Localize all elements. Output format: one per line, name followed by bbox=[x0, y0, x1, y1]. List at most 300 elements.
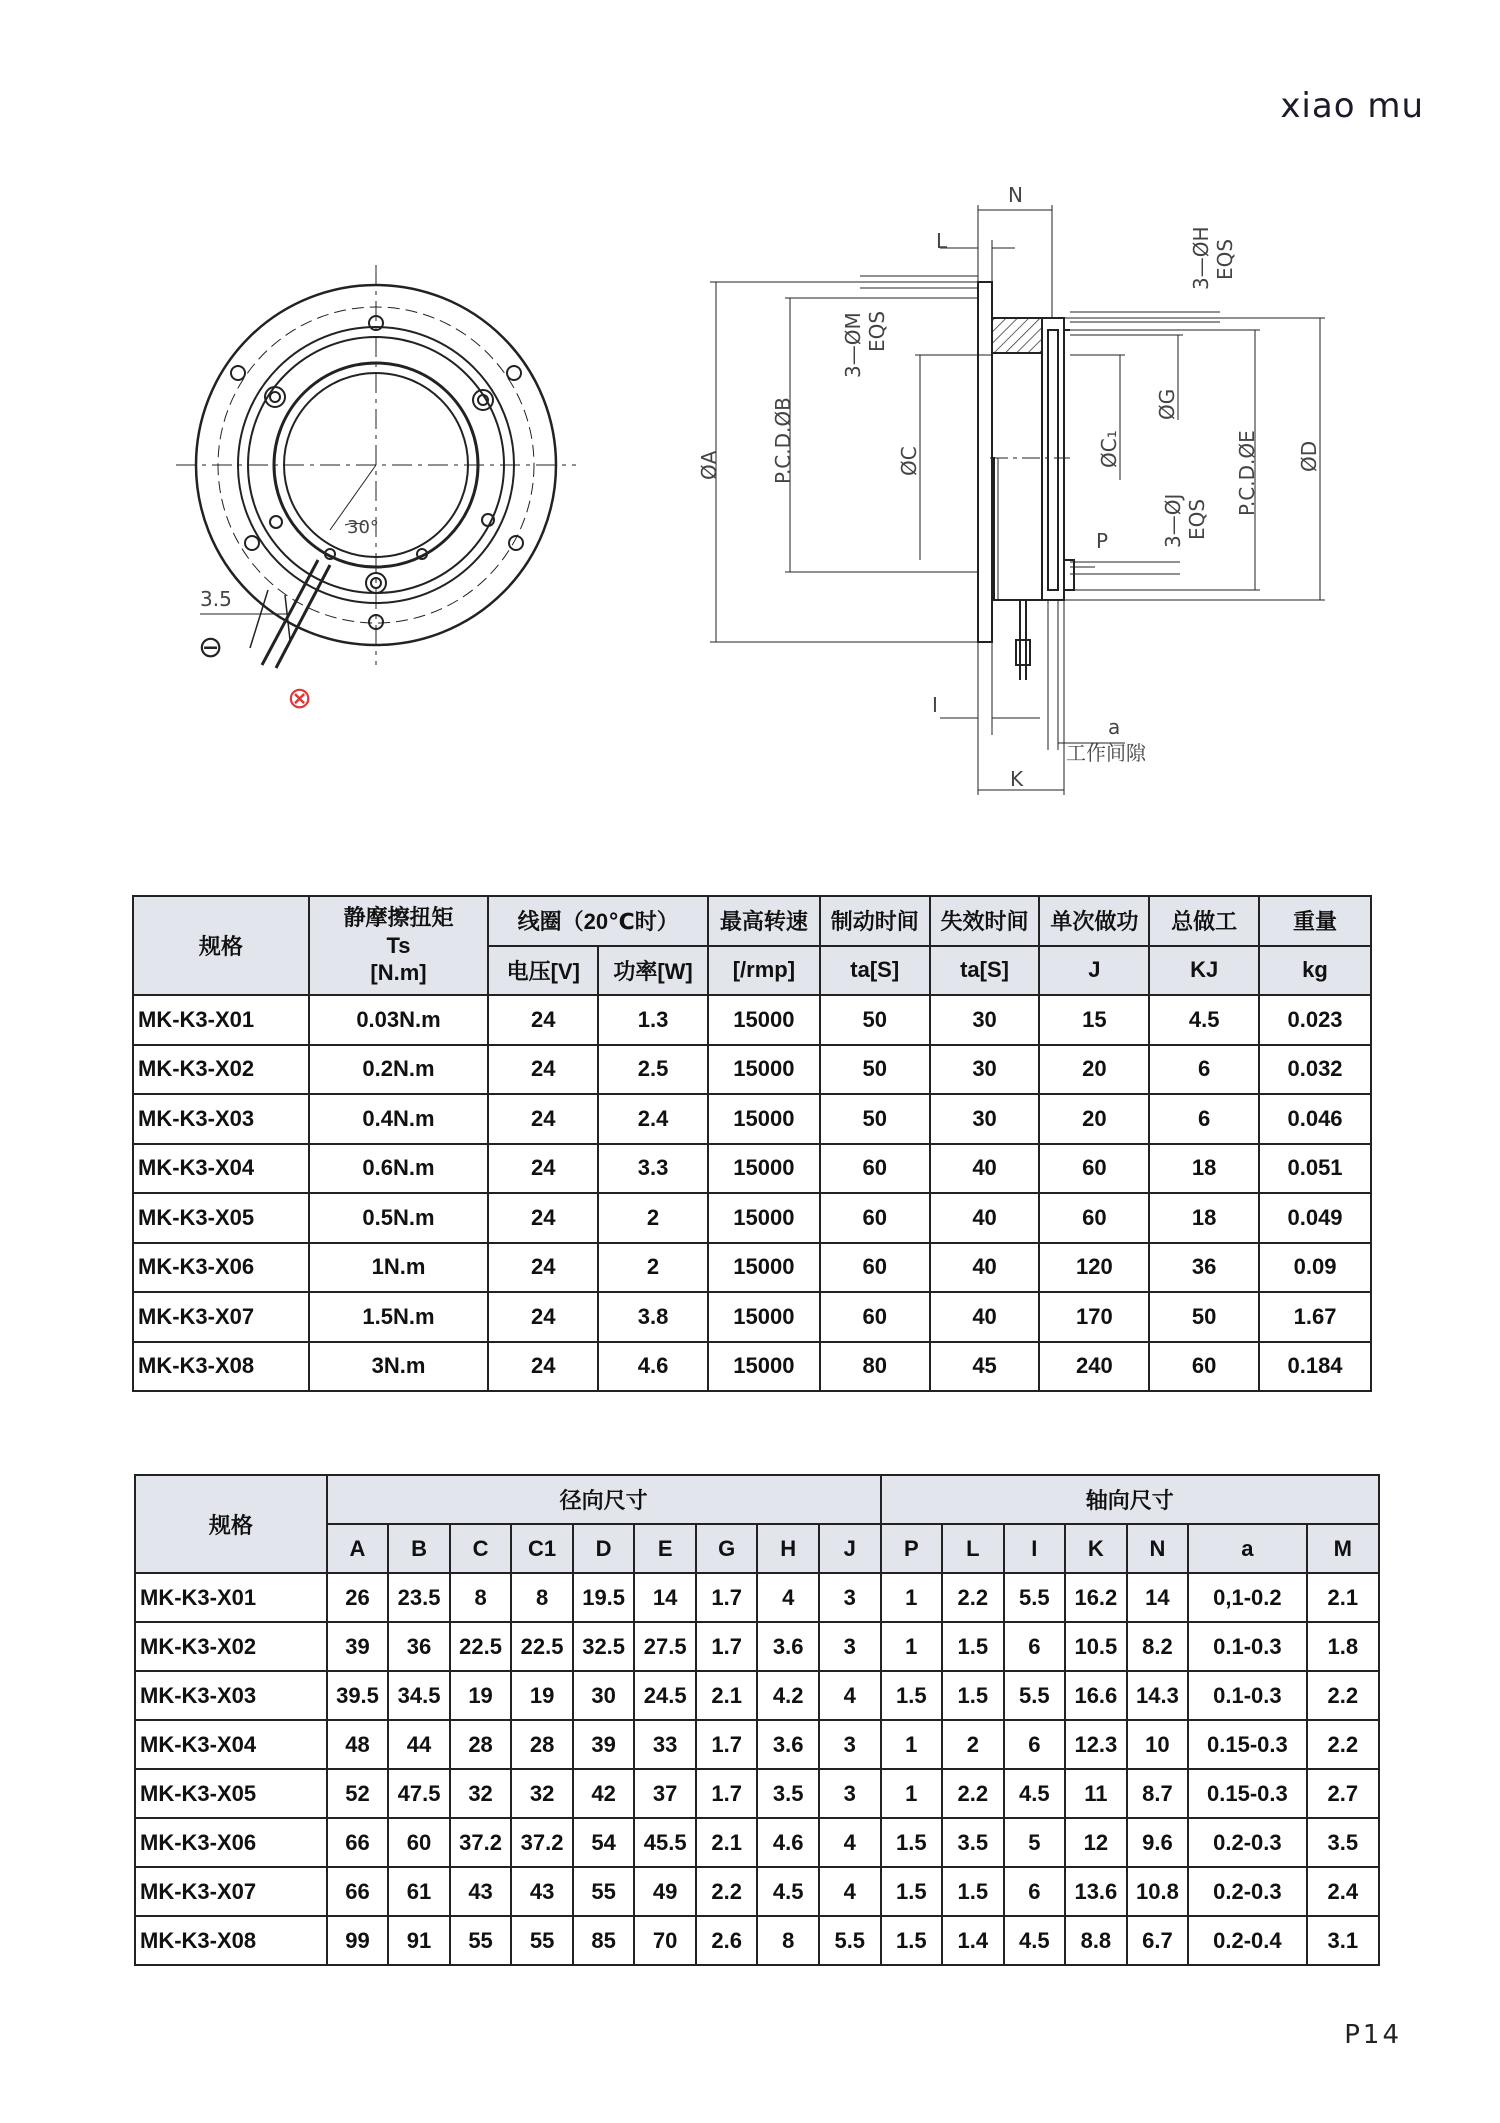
table-cell: 44 bbox=[388, 1720, 450, 1769]
table-cell: 1.5 bbox=[881, 1818, 943, 1867]
table-cell: 5 bbox=[1004, 1818, 1066, 1867]
table-cell: 2.7 bbox=[1307, 1769, 1379, 1818]
dim-M-label: 3—ØM bbox=[841, 312, 865, 378]
table-cell: 24 bbox=[488, 1292, 598, 1342]
table-cell: 27.5 bbox=[634, 1622, 696, 1671]
table-cell: 1.5 bbox=[942, 1671, 1004, 1720]
table-cell: 1.5 bbox=[942, 1867, 1004, 1916]
dim-I-label: I bbox=[932, 693, 938, 717]
table-cell: 39.5 bbox=[327, 1671, 389, 1720]
table-cell: 8.8 bbox=[1065, 1916, 1127, 1965]
table-cell: 0.2-0.3 bbox=[1188, 1867, 1306, 1916]
header-total-work: 总做工 bbox=[1149, 896, 1259, 946]
header-torque-unit: [N.m] bbox=[370, 960, 427, 986]
table-cell: 40 bbox=[930, 1292, 1040, 1342]
table-cell: 4 bbox=[819, 1671, 881, 1720]
table-cell: 36 bbox=[1149, 1243, 1259, 1293]
table-cell: 2.1 bbox=[696, 1671, 758, 1720]
header-radial-col: B bbox=[388, 1524, 450, 1573]
header-radial: 径向尺寸 bbox=[327, 1475, 881, 1524]
table-cell: 3.3 bbox=[598, 1144, 708, 1194]
table-cell: 18 bbox=[1149, 1144, 1259, 1194]
table-cell: 22.5 bbox=[450, 1622, 512, 1671]
table-cell: 9.6 bbox=[1127, 1818, 1189, 1867]
table-cell: 3.6 bbox=[757, 1720, 819, 1769]
dim-G-label: ØG bbox=[1155, 388, 1179, 420]
header-axial-col: L bbox=[942, 1524, 1004, 1573]
table-cell: 80 bbox=[820, 1342, 930, 1392]
table-cell: 20 bbox=[1039, 1094, 1149, 1144]
table-cell: 240 bbox=[1039, 1342, 1149, 1392]
table-cell: 0.6N.m bbox=[309, 1144, 489, 1194]
header-brake-time-unit: ta[S] bbox=[820, 946, 930, 996]
table-cell: 50 bbox=[820, 1094, 930, 1144]
table-cell: 33 bbox=[634, 1720, 696, 1769]
table-cell: 4.5 bbox=[1149, 995, 1259, 1045]
dim-A-label: ØA bbox=[697, 450, 721, 480]
header-axial-col: M bbox=[1307, 1524, 1379, 1573]
dim-H-label: 3—ØH bbox=[1189, 226, 1213, 290]
table-cell: 10.8 bbox=[1127, 1867, 1189, 1916]
table-cell: 43 bbox=[450, 1867, 512, 1916]
header-release-time: 失效时间 bbox=[930, 896, 1040, 946]
table-cell: 1.5 bbox=[881, 1671, 943, 1720]
table-cell: 2.6 bbox=[696, 1916, 758, 1965]
row-spec-cell: MK-K3-X02 bbox=[135, 1622, 327, 1671]
table-cell: 0.1-0.3 bbox=[1188, 1622, 1306, 1671]
table-cell: 3.6 bbox=[757, 1622, 819, 1671]
row-spec-cell: MK-K3-X05 bbox=[133, 1193, 309, 1243]
row-spec-cell: MK-K3-X02 bbox=[133, 1045, 309, 1095]
table-cell: 6 bbox=[1004, 1622, 1066, 1671]
table-cell: 2.2 bbox=[696, 1867, 758, 1916]
header-release-time-unit: ta[S] bbox=[930, 946, 1040, 996]
side-view bbox=[710, 205, 1325, 795]
table-cell: 24 bbox=[488, 1144, 598, 1194]
dim-P-label: P bbox=[1096, 529, 1109, 553]
header-radial-col: G bbox=[696, 1524, 758, 1573]
table-cell: 30 bbox=[930, 1094, 1040, 1144]
table-cell: 3 bbox=[819, 1769, 881, 1818]
table-cell: 16.2 bbox=[1065, 1573, 1127, 1622]
header-total-work-unit: KJ bbox=[1149, 946, 1259, 996]
table-cell: 36 bbox=[388, 1622, 450, 1671]
table-cell: 0.023 bbox=[1259, 995, 1371, 1045]
table-cell: 24 bbox=[488, 1243, 598, 1293]
row-spec-cell: MK-K3-X01 bbox=[133, 995, 309, 1045]
table-cell: 60 bbox=[1039, 1193, 1149, 1243]
table-cell: 1.7 bbox=[696, 1769, 758, 1818]
header-weight: 重量 bbox=[1259, 896, 1371, 946]
table-cell: 66 bbox=[327, 1818, 389, 1867]
table-cell: 50 bbox=[820, 1045, 930, 1095]
page-number: P14 bbox=[1344, 2020, 1402, 2050]
table-cell: 4.2 bbox=[757, 1671, 819, 1720]
dim-E-label: P.C.D.ØE bbox=[1235, 430, 1259, 516]
header-radial-col: A bbox=[327, 1524, 389, 1573]
row-spec-cell: MK-K3-X06 bbox=[135, 1818, 327, 1867]
table-cell: 30 bbox=[573, 1671, 635, 1720]
table-cell: 19 bbox=[450, 1671, 512, 1720]
table-cell: 39 bbox=[327, 1622, 389, 1671]
table-cell: 1.4 bbox=[942, 1916, 1004, 1965]
table-cell: 2.2 bbox=[942, 1769, 1004, 1818]
table-cell: 0.03N.m bbox=[309, 995, 489, 1045]
table-row bbox=[133, 1292, 1371, 1342]
table-cell: 170 bbox=[1039, 1292, 1149, 1342]
table-cell: 60 bbox=[1149, 1342, 1259, 1392]
table-cell: 55 bbox=[511, 1916, 573, 1965]
table-cell: 0.046 bbox=[1259, 1094, 1371, 1144]
table-cell: 8.2 bbox=[1127, 1622, 1189, 1671]
table-cell: 48 bbox=[327, 1720, 389, 1769]
table-cell: 40 bbox=[930, 1193, 1040, 1243]
table-cell: 54 bbox=[573, 1818, 635, 1867]
dim-D-label: ØD bbox=[1297, 440, 1321, 472]
dim-B-label: P.C.D.ØB bbox=[771, 397, 795, 484]
table-cell: 37.2 bbox=[450, 1818, 512, 1867]
work-gap-label: 工作间隙 bbox=[1066, 741, 1146, 765]
front-view bbox=[176, 265, 576, 668]
header-axial-col: I bbox=[1004, 1524, 1066, 1573]
table-cell: 24 bbox=[488, 1342, 598, 1392]
row-spec-cell: MK-K3-X07 bbox=[135, 1867, 327, 1916]
table-cell: 1 bbox=[881, 1769, 943, 1818]
table-cell: 5.5 bbox=[819, 1916, 881, 1965]
table-cell: 43 bbox=[511, 1867, 573, 1916]
header-single-work-unit: J bbox=[1039, 946, 1149, 996]
table-cell: 4.5 bbox=[757, 1867, 819, 1916]
table-cell: 4.5 bbox=[1004, 1769, 1066, 1818]
dimensions-table bbox=[134, 1474, 1380, 1966]
table-row bbox=[133, 995, 1371, 1045]
header-weight-unit: kg bbox=[1259, 946, 1371, 996]
row-spec-cell: MK-K3-X03 bbox=[133, 1094, 309, 1144]
table-cell: 15 bbox=[1039, 995, 1149, 1045]
table-cell: 1 bbox=[881, 1622, 943, 1671]
header-brake-time: 制动时间 bbox=[820, 896, 930, 946]
table-cell: 23.5 bbox=[388, 1573, 450, 1622]
table-cell: 26 bbox=[327, 1573, 389, 1622]
row-spec-cell: MK-K3-X04 bbox=[133, 1144, 309, 1194]
table-cell: 4 bbox=[757, 1573, 819, 1622]
table-cell: 60 bbox=[1039, 1144, 1149, 1194]
table-row bbox=[135, 1916, 1379, 1965]
table-cell: 6 bbox=[1004, 1720, 1066, 1769]
table-cell: 32.5 bbox=[573, 1622, 635, 1671]
table-cell: 60 bbox=[820, 1243, 930, 1293]
table-cell: 61 bbox=[388, 1867, 450, 1916]
dim-K-label: K bbox=[1010, 767, 1024, 791]
header-axial-col: a bbox=[1188, 1524, 1306, 1573]
minus-terminal-icon: ⊖ bbox=[198, 630, 224, 665]
header-radial-col: C bbox=[450, 1524, 512, 1573]
row-spec-cell: MK-K3-X01 bbox=[135, 1573, 327, 1622]
table-cell: 3.5 bbox=[757, 1769, 819, 1818]
table-cell: 39 bbox=[573, 1720, 635, 1769]
table-cell: 3 bbox=[819, 1573, 881, 1622]
table-cell: 3.5 bbox=[1307, 1818, 1379, 1867]
table-cell: 14 bbox=[634, 1573, 696, 1622]
table-cell: 120 bbox=[1039, 1243, 1149, 1293]
header-single-work: 单次做功 bbox=[1039, 896, 1149, 946]
table-cell: 60 bbox=[820, 1144, 930, 1194]
table-cell: 4 bbox=[819, 1867, 881, 1916]
table-cell: 24 bbox=[488, 1094, 598, 1144]
table-cell: 28 bbox=[511, 1720, 573, 1769]
table-cell: 2.2 bbox=[1307, 1671, 1379, 1720]
table-cell: 19.5 bbox=[573, 1573, 635, 1622]
header-radial-col: H bbox=[757, 1524, 819, 1573]
table-cell: 66 bbox=[327, 1867, 389, 1916]
header-axial: 轴向尺寸 bbox=[881, 1475, 1379, 1524]
table-cell: 12 bbox=[1065, 1818, 1127, 1867]
table-cell: 0.2-0.4 bbox=[1188, 1916, 1306, 1965]
table-cell: 37 bbox=[634, 1769, 696, 1818]
row-spec-cell: MK-K3-X04 bbox=[135, 1720, 327, 1769]
table-cell: 4 bbox=[819, 1818, 881, 1867]
table-cell: 3.8 bbox=[598, 1292, 708, 1342]
dim-H-eqs-label: EQS bbox=[1213, 238, 1237, 280]
table-cell: 60 bbox=[388, 1818, 450, 1867]
table-cell: 14.3 bbox=[1127, 1671, 1189, 1720]
table-cell: 5.5 bbox=[1004, 1573, 1066, 1622]
table-cell: 0,1-0.2 bbox=[1188, 1573, 1306, 1622]
table-cell: 0.032 bbox=[1259, 1045, 1371, 1095]
header-radial-col: D bbox=[573, 1524, 635, 1573]
row-spec-cell: MK-K3-X08 bbox=[135, 1916, 327, 1965]
header-torque bbox=[309, 896, 489, 995]
table-cell: 6 bbox=[1149, 1094, 1259, 1144]
table-cell: 4.6 bbox=[757, 1818, 819, 1867]
header-spec: 规格 bbox=[133, 896, 309, 995]
table-cell: 0.2-0.3 bbox=[1188, 1818, 1306, 1867]
table-row bbox=[135, 1622, 1379, 1671]
table-cell: 8 bbox=[757, 1916, 819, 1965]
table-cell: 3 bbox=[819, 1720, 881, 1769]
table-cell: 1.7 bbox=[696, 1573, 758, 1622]
dim-L-top-label: L bbox=[936, 229, 948, 253]
table-cell: 15000 bbox=[708, 1045, 820, 1095]
table-cell: 1 bbox=[881, 1720, 943, 1769]
table-cell: 1N.m bbox=[309, 1243, 489, 1293]
table-cell: 2.4 bbox=[1307, 1867, 1379, 1916]
table-cell: 1.67 bbox=[1259, 1292, 1371, 1342]
table-cell: 1.8 bbox=[1307, 1622, 1379, 1671]
table-cell: 15000 bbox=[708, 1292, 820, 1342]
table-cell: 50 bbox=[820, 995, 930, 1045]
header-torque-symbol: Ts bbox=[386, 932, 411, 958]
row-spec-cell: MK-K3-X07 bbox=[133, 1292, 309, 1342]
table-cell: 19 bbox=[511, 1671, 573, 1720]
table-cell: 15000 bbox=[708, 1144, 820, 1194]
table-cell: 11 bbox=[1065, 1769, 1127, 1818]
angle-label: 30° bbox=[347, 517, 379, 538]
table-cell: 6.7 bbox=[1127, 1916, 1189, 1965]
performance-table bbox=[132, 895, 1372, 1392]
table-cell: 1.7 bbox=[696, 1622, 758, 1671]
table-cell: 3 bbox=[819, 1622, 881, 1671]
table-row bbox=[133, 1342, 1371, 1392]
table-cell: 1.3 bbox=[598, 995, 708, 1045]
dim-J-label: 3—ØJ bbox=[1161, 493, 1185, 548]
header-max-speed-unit: [/rmp] bbox=[708, 946, 820, 996]
table-cell: 2.4 bbox=[598, 1094, 708, 1144]
table-cell: 24 bbox=[488, 1193, 598, 1243]
table-row bbox=[133, 1045, 1371, 1095]
table-cell: 45 bbox=[930, 1342, 1040, 1392]
technical-drawing bbox=[0, 0, 1500, 820]
table-cell: 1 bbox=[881, 1573, 943, 1622]
table-cell: 28 bbox=[450, 1720, 512, 1769]
table-cell: 30 bbox=[930, 995, 1040, 1045]
table-cell: 15000 bbox=[708, 1342, 820, 1392]
table-cell: 6 bbox=[1004, 1867, 1066, 1916]
table-cell: 47.5 bbox=[388, 1769, 450, 1818]
table-cell: 14 bbox=[1127, 1573, 1189, 1622]
table-cell: 0.051 bbox=[1259, 1144, 1371, 1194]
table-row bbox=[135, 1671, 1379, 1720]
table-cell: 2.1 bbox=[1307, 1573, 1379, 1622]
header-max-speed: 最高转速 bbox=[708, 896, 820, 946]
table-row bbox=[133, 1243, 1371, 1293]
table-cell: 15000 bbox=[708, 1243, 820, 1293]
header-radial-col: C1 bbox=[511, 1524, 573, 1573]
header-torque-title: 静摩擦扭矩 bbox=[343, 905, 454, 931]
header-axial-col: N bbox=[1127, 1524, 1189, 1573]
table-cell: 85 bbox=[573, 1916, 635, 1965]
table-cell: 13.6 bbox=[1065, 1867, 1127, 1916]
table-cell: 1.5N.m bbox=[309, 1292, 489, 1342]
row-spec-cell: MK-K3-X08 bbox=[133, 1342, 309, 1392]
table-cell: 4.6 bbox=[598, 1342, 708, 1392]
table-cell: 2.5 bbox=[598, 1045, 708, 1095]
table-cell: 12.3 bbox=[1065, 1720, 1127, 1769]
table-cell: 0.09 bbox=[1259, 1243, 1371, 1293]
table-cell: 0.5N.m bbox=[309, 1193, 489, 1243]
table-cell: 5.5 bbox=[1004, 1671, 1066, 1720]
dim-J-eqs-label: EQS bbox=[1185, 498, 1209, 540]
table-cell: 0.184 bbox=[1259, 1342, 1371, 1392]
table-cell: 8 bbox=[450, 1573, 512, 1622]
table-cell: 60 bbox=[820, 1292, 930, 1342]
table-cell: 34.5 bbox=[388, 1671, 450, 1720]
table-cell: 4.5 bbox=[1004, 1916, 1066, 1965]
dim-C1-label: ØC₁ bbox=[1097, 430, 1121, 468]
table-cell: 0.2N.m bbox=[309, 1045, 489, 1095]
table-row bbox=[135, 1818, 1379, 1867]
table-cell: 10 bbox=[1127, 1720, 1189, 1769]
table-row bbox=[133, 1144, 1371, 1194]
table-cell: 55 bbox=[573, 1867, 635, 1916]
table-cell: 1.5 bbox=[881, 1867, 943, 1916]
table-cell: 16.6 bbox=[1065, 1671, 1127, 1720]
table-cell: 15000 bbox=[708, 1193, 820, 1243]
table-cell: 40 bbox=[930, 1144, 1040, 1194]
table-cell: 2 bbox=[598, 1193, 708, 1243]
table-cell: 15000 bbox=[708, 1094, 820, 1144]
table-cell: 24.5 bbox=[634, 1671, 696, 1720]
header-voltage: 电压[V] bbox=[488, 946, 598, 996]
table-cell: 8.7 bbox=[1127, 1769, 1189, 1818]
table-cell: 2 bbox=[598, 1243, 708, 1293]
table-cell: 45.5 bbox=[634, 1818, 696, 1867]
table-cell: 32 bbox=[511, 1769, 573, 1818]
table-cell: 50 bbox=[1149, 1292, 1259, 1342]
dim-35-label: 3.5 bbox=[200, 587, 232, 611]
table-cell: 40 bbox=[930, 1243, 1040, 1293]
table-cell: 70 bbox=[634, 1916, 696, 1965]
table-cell: 0.4N.m bbox=[309, 1094, 489, 1144]
table-cell: 10.5 bbox=[1065, 1622, 1127, 1671]
table-cell: 52 bbox=[327, 1769, 389, 1818]
header-radial-col: E bbox=[634, 1524, 696, 1573]
table-cell: 2 bbox=[942, 1720, 1004, 1769]
table-row bbox=[135, 1573, 1379, 1622]
header-axial-col: P bbox=[881, 1524, 943, 1573]
table-cell: 24 bbox=[488, 1045, 598, 1095]
table-cell: 2.2 bbox=[1307, 1720, 1379, 1769]
dim-a-label: a bbox=[1108, 715, 1121, 739]
table-cell: 0.15-0.3 bbox=[1188, 1720, 1306, 1769]
table-cell: 0.049 bbox=[1259, 1193, 1371, 1243]
table-cell: 22.5 bbox=[511, 1622, 573, 1671]
table-row bbox=[135, 1720, 1379, 1769]
table-cell: 49 bbox=[634, 1867, 696, 1916]
table-cell: 0.15-0.3 bbox=[1188, 1769, 1306, 1818]
row-spec-cell: MK-K3-X03 bbox=[135, 1671, 327, 1720]
table-cell: 3N.m bbox=[309, 1342, 489, 1392]
table-cell: 18 bbox=[1149, 1193, 1259, 1243]
table-cell: 20 bbox=[1039, 1045, 1149, 1095]
table-cell: 2.1 bbox=[696, 1818, 758, 1867]
header-axial-col: K bbox=[1065, 1524, 1127, 1573]
table-row bbox=[133, 1193, 1371, 1243]
header-spec: 规格 bbox=[135, 1475, 327, 1573]
header-coil: 线圈（20℃时） bbox=[488, 896, 708, 946]
row-spec-cell: MK-K3-X06 bbox=[133, 1243, 309, 1293]
table-row bbox=[133, 1094, 1371, 1144]
table-cell: 42 bbox=[573, 1769, 635, 1818]
table-row bbox=[135, 1769, 1379, 1818]
table-row bbox=[135, 1867, 1379, 1916]
table-cell: 32 bbox=[450, 1769, 512, 1818]
table-cell: 91 bbox=[388, 1916, 450, 1965]
table-cell: 37.2 bbox=[511, 1818, 573, 1867]
table-cell: 60 bbox=[820, 1193, 930, 1243]
table-cell: 8 bbox=[511, 1573, 573, 1622]
row-spec-cell: MK-K3-X05 bbox=[135, 1769, 327, 1818]
table-cell: 30 bbox=[930, 1045, 1040, 1095]
table-cell: 6 bbox=[1149, 1045, 1259, 1095]
dim-M-eqs-label: EQS bbox=[865, 310, 889, 352]
table-cell: 3.1 bbox=[1307, 1916, 1379, 1965]
table-cell: 1.7 bbox=[696, 1720, 758, 1769]
table-cell: 3.5 bbox=[942, 1818, 1004, 1867]
plus-terminal-icon: ⊗ bbox=[287, 681, 313, 716]
table-cell: 2.2 bbox=[942, 1573, 1004, 1622]
dim-N-label: N bbox=[1008, 183, 1023, 207]
table-cell: 1.5 bbox=[942, 1622, 1004, 1671]
table-cell: 0.1-0.3 bbox=[1188, 1671, 1306, 1720]
header-radial-col: J bbox=[819, 1524, 881, 1573]
table-cell: 55 bbox=[450, 1916, 512, 1965]
dim-C-label: ØC bbox=[897, 446, 921, 476]
table-cell: 1.5 bbox=[881, 1916, 943, 1965]
header-power: 功率[W] bbox=[598, 946, 708, 996]
table-cell: 24 bbox=[488, 995, 598, 1045]
brand-logo: xiao mu bbox=[1280, 86, 1424, 126]
